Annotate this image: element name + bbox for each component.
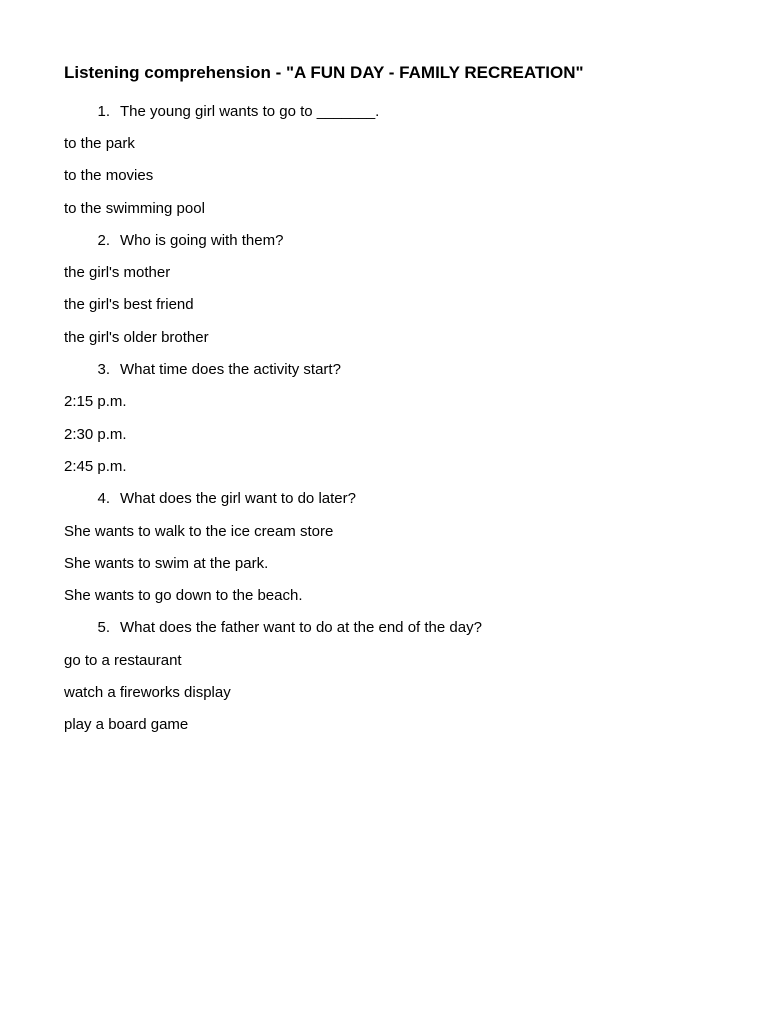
answer-option: to the park	[64, 134, 135, 152]
question-number: 3.	[97, 361, 110, 379]
answer-option: She wants to walk to the ice cream store	[64, 522, 334, 540]
answer-option: 2:45 p.m.	[64, 457, 127, 475]
answer-option: 2:15 p.m.	[64, 393, 127, 411]
answer-option: play a board game	[64, 716, 189, 734]
question-3	[64, 353, 704, 385]
answer-option: to the swimming pool	[64, 199, 205, 217]
question-text: The young girl wants to go to _______.	[120, 102, 380, 120]
question-text: What time does the activity start?	[120, 361, 341, 379]
question-number: 4.	[97, 490, 110, 508]
answer-option: the girl's older brother	[64, 328, 209, 346]
question-2	[64, 224, 704, 256]
question-list	[64, 95, 704, 741]
question-text: Who is going with them?	[120, 231, 284, 249]
answer-option: 2:30 p.m.	[64, 425, 127, 443]
answer-option: She wants to swim at the park.	[64, 554, 269, 572]
question-5	[64, 612, 704, 644]
question-number: 1.	[97, 102, 110, 120]
answer-option: the girl's mother	[64, 264, 171, 282]
answer-option: watch a fireworks display	[64, 683, 231, 701]
answer-option: She wants to go down to the beach.	[64, 587, 303, 605]
question-number: 5.	[97, 619, 110, 637]
answer-option: go to a restaurant	[64, 651, 182, 669]
document-title: Listening comprehension - "A FUN DAY - FAMILY RECREATION"	[64, 63, 584, 82]
question-number: 2.	[97, 231, 110, 249]
question-text: What does the girl want to do later?	[120, 490, 356, 508]
question-text: What does the father want to do at the end of the day?	[120, 619, 482, 637]
question-4	[64, 483, 704, 515]
answer-option: to the movies	[64, 167, 154, 185]
question-1	[64, 95, 704, 127]
answer-option: the girl's best friend	[64, 296, 194, 314]
